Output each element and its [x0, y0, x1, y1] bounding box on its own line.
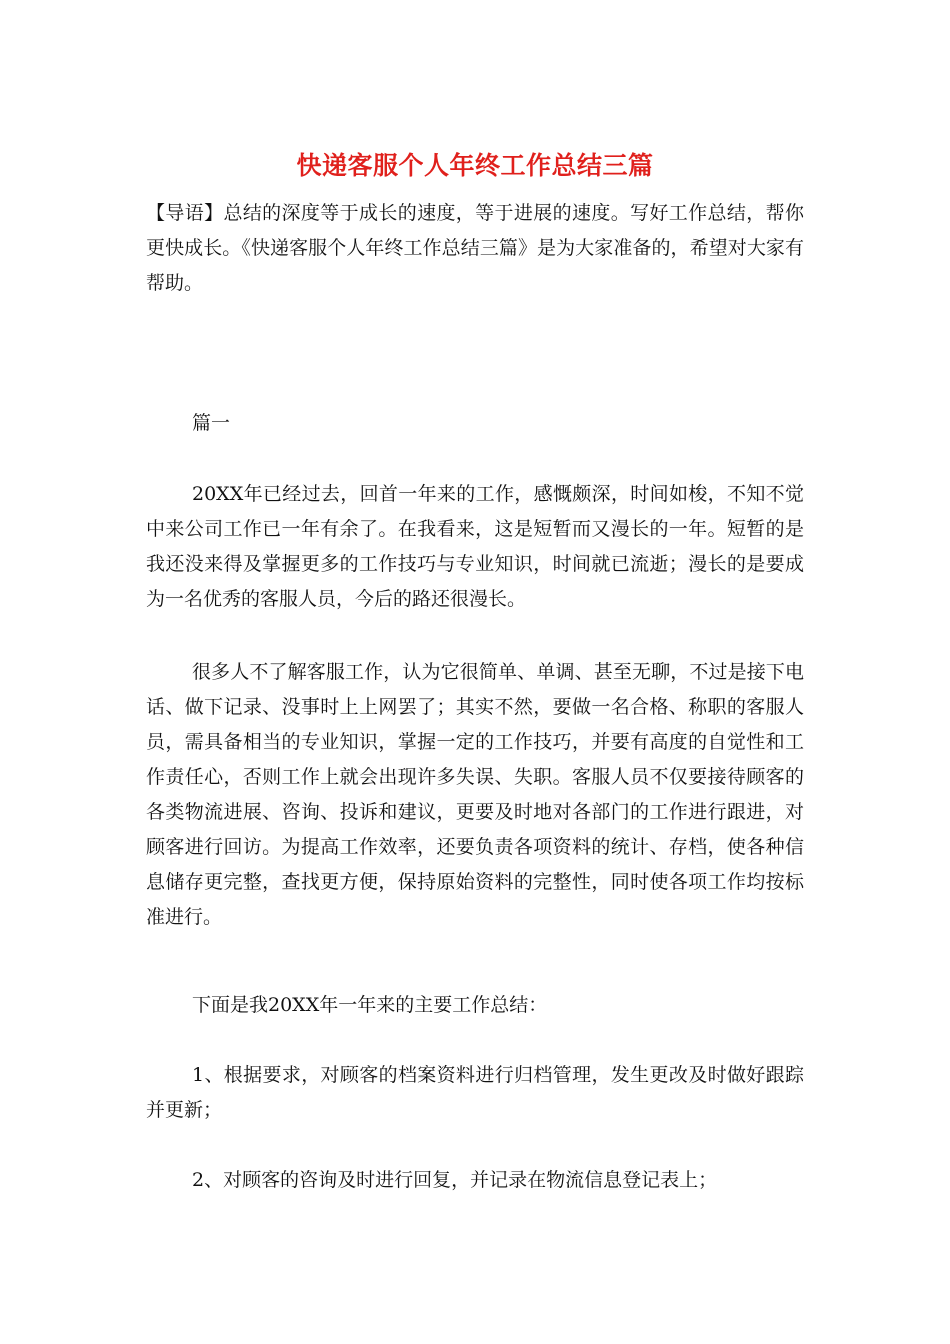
document-title: 快递客服个人年终工作总结三篇	[296, 151, 654, 180]
body-paragraph-3: 下面是我20XX年一年来的主要工作总结：	[192, 994, 548, 1016]
body-paragraph-1: 20XX年已经过去，回首一年来的工作，感慨颇深，时间如梭，不知不觉中来公司工作已一年有余了。在我看来，这是短暂而又漫长的一年。短暂的是我还没来得及掌握更多的工作技巧与专业知识，时间就已流逝；漫长的是要成为一名优秀的客服人员，今后的路还很漫长。	[146, 483, 804, 610]
intro-paragraph: 【导语】总结的深度等于成长的速度，等于进展的速度。写好工作总结，帮你更快成长。《快递客服个人年终工作总结三篇》是为大家准备的，希望对大家有帮助。	[146, 202, 804, 294]
list-item-2: 2、对顾客的咨询及时进行回复，并记录在物流信息登记表上；	[192, 1169, 718, 1191]
list-item-1: 1、根据要求，对顾客的档案资料进行归档管理，发生更改及时做好跟踪并更新；	[146, 1064, 804, 1121]
section-heading: 篇一	[192, 412, 231, 434]
body-paragraph-2: 很多人不了解客服工作，认为它很简单、单调、甚至无聊，不过是接下电话、做下记录、没事时上上网罢了；其实不然，要做一名合格、称职的客服人员，需具备相当的专业知识，掌握一定的工作技巧，并要有高度的自觉性和工作责任心，否则工作上就会出现许多失误、失职。客服人员不仅要接待顾客的各类物流进展、咨询、投诉和建议，更要及时地对各部门的工作进行跟进，对顾客进行回访。为提高工作效率，还要负责各项资料的统计、存档，使各种信息储存更完整，查找更方便，保持原始资料的完整性，同时使各项工作均按标准进行。	[146, 661, 804, 928]
